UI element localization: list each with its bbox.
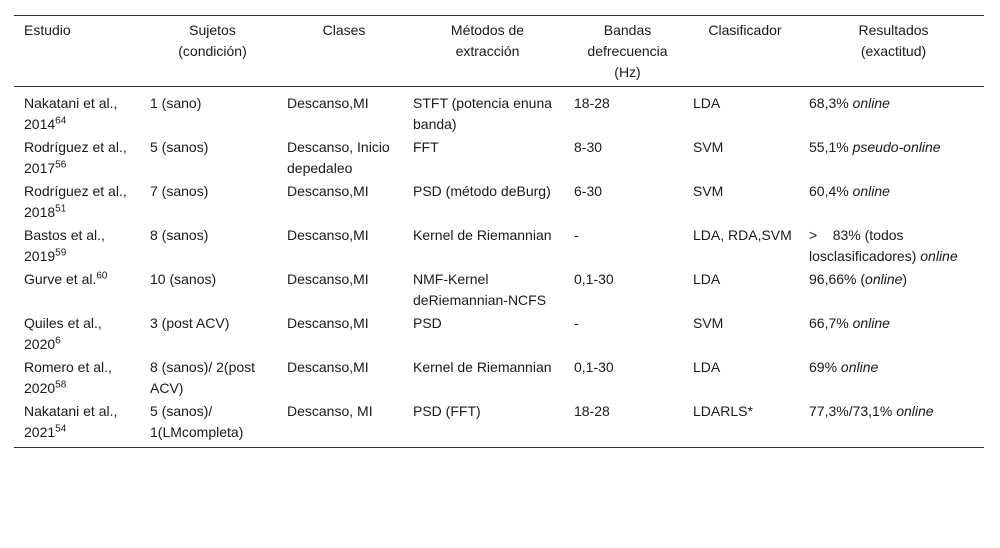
cell-results: 66,7% online	[809, 315, 890, 331]
table-row	[14, 400, 984, 448]
study-name: Bastos et al., 2019	[24, 227, 105, 264]
cell-study	[14, 400, 144, 448]
reference-number: 58	[55, 379, 67, 391]
cell-classes: Descanso,MI	[287, 359, 369, 375]
cell-classes: Descanso,MI	[287, 95, 369, 111]
cell-methods: PSD (FFT)	[413, 403, 481, 419]
study-name: Romero et al., 2020	[24, 359, 112, 396]
cell-bands: 0,1-30	[574, 359, 614, 375]
table-row	[14, 87, 984, 137]
header-study: Estudio	[24, 22, 71, 38]
study-name: Nakatani et al., 2014	[24, 95, 118, 132]
table-header-row	[14, 16, 984, 87]
cell-study	[14, 224, 144, 268]
table-row	[14, 180, 984, 224]
cell-classifier: SVM	[693, 315, 724, 331]
header-bands: Bandas defrecuencia (Hz)	[587, 22, 668, 80]
cell-results: > 83% (todos losclasificadores) online	[809, 227, 958, 264]
cell-classifier: LDARLS*	[693, 403, 753, 419]
cell-results: 60,4% online	[809, 183, 890, 199]
header-results: Resultados (exactitud)	[858, 22, 929, 59]
cell-methods: FFT	[413, 139, 439, 155]
table-row	[14, 268, 984, 312]
cell-subjects: 7 (sanos)	[150, 183, 209, 199]
cell-study	[14, 312, 144, 356]
cell-bands: 18-28	[574, 403, 610, 419]
table-row	[14, 136, 984, 180]
mode-label: pseudo-online	[852, 139, 941, 155]
cell-subjects: 8 (sanos)	[150, 227, 209, 243]
study-name: Nakatani et al., 2021	[24, 403, 118, 440]
cell-subjects: 10 (sanos)	[150, 271, 217, 287]
mode-label: online	[920, 248, 958, 264]
cell-bands: -	[574, 315, 579, 331]
reference-number: 6	[55, 335, 61, 347]
cell-results: 77,3%/73,1% online	[809, 403, 934, 419]
cell-classes: Descanso,MI	[287, 315, 369, 331]
cell-methods: NMF-Kernel deRiemannian-NCFS	[413, 271, 547, 308]
cell-classes: Descanso, Inicio depedaleo	[287, 139, 390, 176]
cell-subjects: 5 (sanos)/ 1(LMcompleta)	[150, 403, 244, 440]
cell-bands: 0,1-30	[574, 271, 614, 287]
cell-classifier: LDA, RDA,SVM	[693, 227, 792, 243]
cell-methods: PSD	[413, 315, 442, 331]
table-row	[14, 224, 984, 268]
cell-classifier: LDA	[693, 271, 721, 287]
cell-results: 68,3% online	[809, 95, 890, 111]
cell-study	[14, 356, 144, 400]
mode-label: online	[896, 403, 934, 419]
cell-results: 96,66% (online)	[809, 271, 908, 287]
reference-number: 56	[55, 159, 67, 171]
studies-table	[14, 15, 984, 448]
cell-classes: Descanso, MI	[287, 403, 373, 419]
cell-methods: PSD (método deBurg)	[413, 183, 551, 199]
cell-results: 69% online	[809, 359, 879, 375]
cell-methods: STFT (potencia enuna banda)	[413, 95, 553, 132]
study-name: Gurve et al.	[24, 271, 97, 287]
cell-bands: 18-28	[574, 95, 610, 111]
cell-subjects: 8 (sanos)/ 2(post ACV)	[150, 359, 256, 396]
cell-subjects: 5 (sanos)	[150, 139, 209, 155]
table-row	[14, 312, 984, 356]
reference-number: 59	[55, 247, 67, 259]
cell-study	[14, 180, 144, 224]
cell-classes: Descanso,MI	[287, 227, 369, 243]
cell-bands: -	[574, 227, 579, 243]
table-row	[14, 356, 984, 400]
reference-number: 54	[55, 423, 67, 435]
cell-subjects: 3 (post ACV)	[150, 315, 230, 331]
cell-classifier: SVM	[693, 139, 724, 155]
cell-study	[14, 268, 144, 312]
cell-subjects: 1 (sano)	[150, 95, 202, 111]
reference-number: 51	[55, 203, 67, 215]
header-classes: Clases	[322, 22, 366, 38]
header-classifier: Clasificador	[708, 22, 782, 38]
reference-number: 60	[96, 270, 108, 282]
cell-classifier: SVM	[693, 183, 724, 199]
cell-classes: Descanso,MI	[287, 271, 369, 287]
cell-classes: Descanso,MI	[287, 183, 369, 199]
cell-methods: Kernel de Riemannian	[413, 359, 552, 375]
header-subjects: Sujetos (condición)	[178, 22, 247, 59]
study-name: Quiles et al., 2020	[24, 315, 102, 352]
mode-label: online	[852, 315, 890, 331]
cell-study	[14, 136, 144, 180]
reference-number: 64	[55, 115, 67, 127]
mode-label: online	[852, 183, 890, 199]
cell-study	[14, 87, 144, 137]
header-methods: Métodos de extracción	[450, 22, 525, 59]
cell-classifier: LDA	[693, 95, 721, 111]
mode-label: online	[840, 359, 879, 375]
study-name: Rodríguez et al., 2017	[24, 139, 127, 176]
cell-bands: 6-30	[574, 183, 603, 199]
study-name: Rodríguez et al., 2018	[24, 183, 127, 220]
cell-methods: Kernel de Riemannian	[413, 227, 552, 243]
mode-label: online	[865, 271, 903, 287]
cell-results: 55,1% pseudo-online	[809, 139, 941, 155]
mode-label: online	[852, 95, 890, 111]
cell-bands: 8-30	[574, 139, 603, 155]
cell-classifier: LDA	[693, 359, 721, 375]
